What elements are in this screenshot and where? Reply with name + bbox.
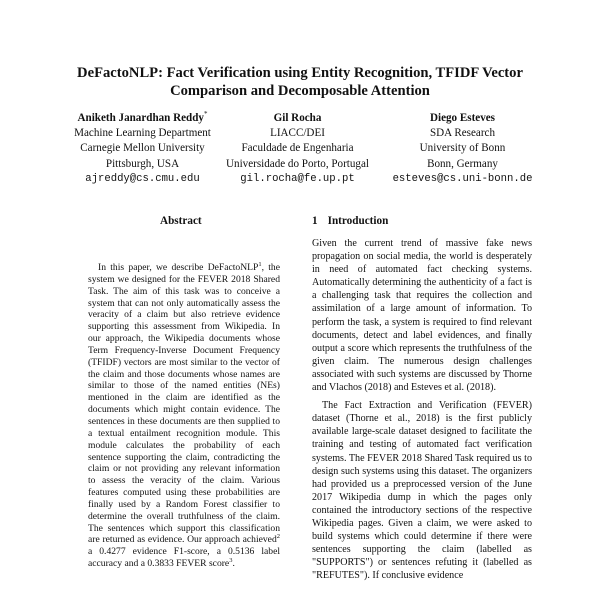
author-name: Gil Rocha <box>273 112 322 124</box>
author-location: Bonn, Germany <box>427 157 498 170</box>
author-institution: Faculdade de Engenharia <box>241 142 354 155</box>
author-email[interactable]: ajreddy@cs.cmu.edu <box>85 172 200 185</box>
author-block <box>375 111 550 187</box>
author-block <box>55 111 230 187</box>
footnote-marker[interactable]: 1 <box>258 261 262 268</box>
abstract-body <box>88 262 280 570</box>
abstract-heading: Abstract <box>160 215 202 227</box>
introduction-body <box>312 237 532 582</box>
author-block <box>205 111 390 187</box>
author-affiliation: LIACC/DEI <box>270 127 325 140</box>
author-footnote-mark: * <box>203 110 208 118</box>
author-location: Pittsburgh, USA <box>105 157 180 170</box>
author-affiliation: SDA Research <box>429 127 495 140</box>
abstract-text: a 0.4277 evidence F1-score, a 0.5136 label accuracy and a 0.3833 FEVER score <box>88 546 280 570</box>
introduction-paragraph: The Fact Extraction and Verification (FEVER) dataset (Thorne et al., 2018) is the first publicly available large-scale dataset designed to facilitate the training and testing of automated fact verification systems. The FEVER 2018 Shared Task required us to design such systems using this dataset. The organizers had provided us a preprocessed version of the June 2017 Wikipedia dump in which the pages only contained the introductory sections of the respective Wikipedia pages. Given a claim, we were asked to build systems which could determine if there were sentences supporting the claim (labelled as "SUPPORTS") or sentences refuting it (labelled as "REFUTES"). If conclusive evidence <box>312 400 532 582</box>
footnote-marker[interactable]: 2 <box>276 533 280 541</box>
author-institution: University of Bonn <box>419 142 506 155</box>
footnote-marker[interactable]: 3 <box>229 557 233 565</box>
author-email[interactable]: esteves@cs.uni-bonn.de <box>392 172 533 185</box>
author-location: Universidade do Porto, Portugal <box>226 157 369 170</box>
section-title: Introduction <box>327 215 389 227</box>
section-heading <box>312 215 398 227</box>
author-name: Aniketh Janardhan Reddy <box>77 112 204 124</box>
introduction-paragraph: Given the current trend of massive fake news propagation on social media, the world is desperately in need of automated fact checking systems. Automatically determining the authenticity of a fact is a challenging task that requires the collection and assimilation of a large amount of information. To perform the task, a system is required to find relevant documents, detect and label evidences, and finally output a score which represents the truthfulness of the given claim. The numerous design challenges associated with such systems are discussed by Thorne and Vlachos (2018) and Esteves et al. (2018). <box>312 238 532 394</box>
author-affiliation: Machine Learning Department <box>74 127 211 140</box>
paper-title: DeFactoNLP: Fact Verification using Entity Recognition, TFIDF Vector Comparison and Decomposable Attention <box>77 65 523 99</box>
abstract-text: , the system we designed for the FEVER 2018 Shared Task. The aim of this task was to conceive a system that can not only automatically assess the veracity of a claim but also retrieve evidence supporting this assessment from Wikipedia. In our approach, the Wikipedia documents whose Term Frequency-Inverse Document Frequency (TFIDF) vectors are most similar to the vector of the claim and those documents whose names are similar to those of the named entities (NEs) mentioned in the claim are identified as the documents which might contain evidence. The sentences in these documents are then supplied to a textual entailment recognition module. This module calculates the probability of each sentence supporting the claim, contradicting the claim or not providing any relevant information to assess the veracity of the claim. Various features computed using these probabilities are finally used by a Random Forest classifier to determine the overall truthfulness of the claim. The sentences which support this classification are returned as evidence. Our approach achieved <box>88 262 280 546</box>
abstract-text: In this paper, we describe DeFactoNLP <box>98 262 259 273</box>
author-name: Diego Esteves <box>429 112 495 124</box>
author-email[interactable]: gil.rocha@fe.up.pt <box>240 172 355 185</box>
section-number: 1 <box>312 215 318 227</box>
author-institution: Carnegie Mellon University <box>80 142 205 155</box>
abstract-text: . <box>232 558 235 570</box>
